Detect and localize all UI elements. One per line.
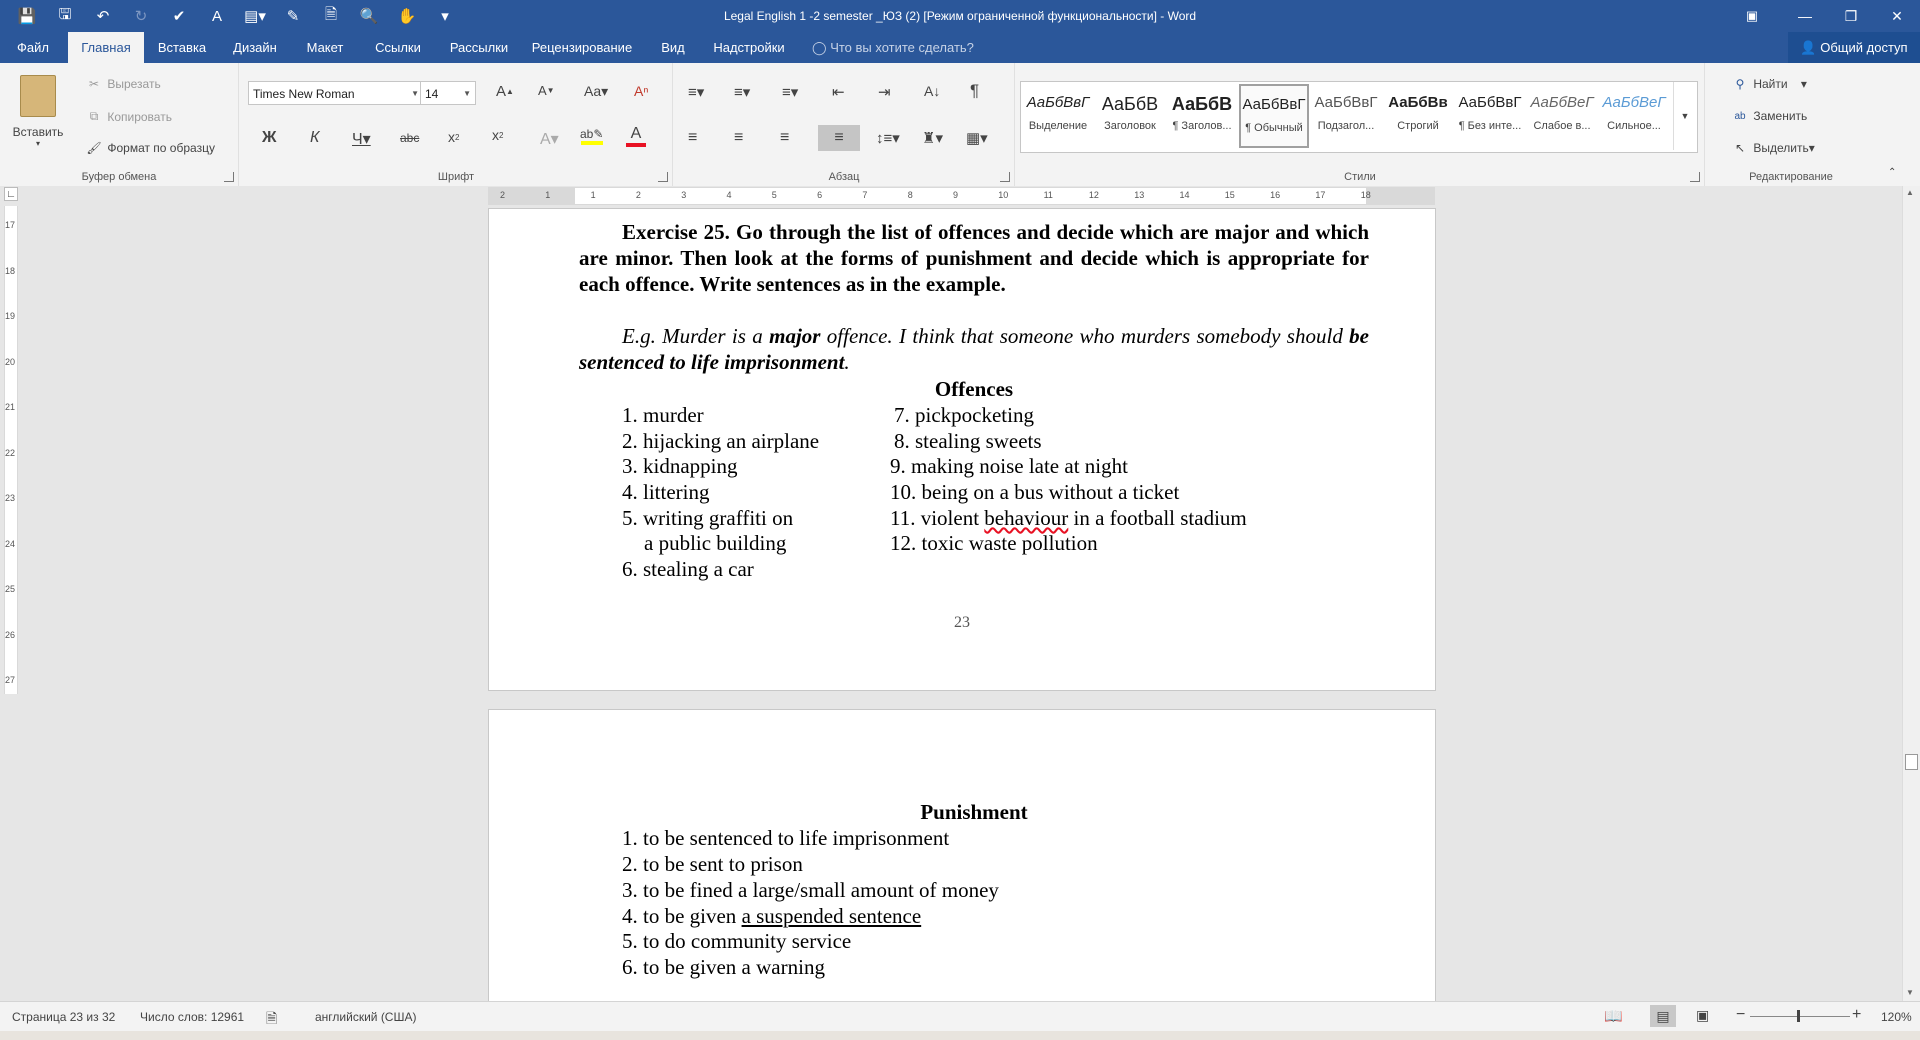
style-name: ¶ Заголов... <box>1172 120 1232 132</box>
collapse-ribbon-icon[interactable]: ⌃ <box>1888 167 1897 178</box>
copy-icon: ⧉ <box>89 109 99 123</box>
format-painter-button[interactable] <box>84 141 215 155</box>
ruler-number: 25 <box>5 584 16 594</box>
document-title: Legal English 1 -2 semester _ЮЗ (2) [Режим ограниченной функциональности] - Word <box>723 9 1197 23</box>
grow-font-icon[interactable]: A ▲ <box>496 83 514 100</box>
style-preview: АаБбВ <box>1101 94 1159 114</box>
editing-group <box>1716 63 1866 186</box>
page-number: 23 <box>954 614 970 631</box>
zoom-in-icon[interactable]: + <box>1852 1006 1862 1023</box>
styles-gallery <box>1020 81 1698 153</box>
find-label: Найти <box>1753 77 1788 91</box>
text-effects-icon[interactable]: A▾ <box>540 131 559 148</box>
font-color-qat-icon[interactable]: A <box>211 7 222 25</box>
style-heading[interactable] <box>1167 84 1237 148</box>
shading-icon[interactable]: ♜▾ <box>922 130 943 147</box>
style-intense-emphasis[interactable] <box>1599 84 1669 148</box>
style-name: Строгий <box>1397 120 1439 132</box>
ruler-number: 18 <box>1360 190 1371 200</box>
offence-5-continued: a public building <box>644 531 787 555</box>
bullets-icon[interactable]: ≡▾ <box>688 84 705 101</box>
increase-indent-icon[interactable]: ⇥ <box>878 84 891 101</box>
ruler-number: 1 <box>590 190 596 200</box>
quick-access-toolbar <box>10 0 462 32</box>
style-name: Подзагол... <box>1317 120 1375 132</box>
ruler-number: 17 <box>1315 190 1326 200</box>
cursor-icon: ↖ <box>1734 141 1746 155</box>
style-name: Слабое в... <box>1533 120 1591 132</box>
tab-home[interactable]: Главная <box>68 32 144 63</box>
tab-layout[interactable]: Макет <box>306 40 344 55</box>
select-button[interactable]: ↖ Выделить ▾ <box>1730 141 1815 155</box>
taskbar-strip <box>0 1031 1920 1040</box>
page-23[interactable] <box>488 208 1436 691</box>
customize-qat-icon[interactable]: ▾ <box>441 8 449 25</box>
bold-icon[interactable]: Ж <box>262 129 277 146</box>
borders-icon[interactable]: ▦▾ <box>966 130 988 147</box>
align-left-icon[interactable]: ≡ <box>688 129 698 146</box>
ruler-number: 23 <box>5 493 16 503</box>
web-layout-icon[interactable]: ▣ <box>1696 1007 1710 1023</box>
tab-mailings[interactable]: Рассылки <box>449 40 509 55</box>
ruler-number: 19 <box>5 311 16 321</box>
offence-7: 7. pickpocketing <box>894 403 1034 427</box>
ruler-number: 2 <box>635 190 641 200</box>
paragraph-group <box>674 63 1015 186</box>
person-icon: 👤 <box>1800 40 1817 55</box>
offence-12: 12. toxic waste pollution <box>890 531 1098 555</box>
ruler-number: 17 <box>5 220 16 230</box>
align-center-icon[interactable]: ≡ <box>734 129 744 146</box>
style-preview: АаБбВеГ <box>1530 94 1594 111</box>
title-bar <box>0 0 1920 32</box>
justify-icon[interactable]: ≡ <box>818 125 860 151</box>
font-size-value: 14 <box>425 87 439 101</box>
scissors-icon: ✂ <box>88 77 100 91</box>
search-icon: ⚲ <box>1735 77 1745 91</box>
tab-addins[interactable]: Надстройки <box>713 40 785 55</box>
zoom-slider-thumb[interactable] <box>1797 1010 1800 1022</box>
font-launcher-icon[interactable] <box>658 172 668 182</box>
tab-design[interactable]: Дизайн <box>233 40 277 55</box>
style-preview: АаБбВ <box>1171 94 1233 114</box>
clipboard-group <box>0 63 239 186</box>
exercise-heading: Exercise 25. Go through the list of offences and decide which are major and which are minor. Then look at the forms of punishment and decide which is appropriate for each offence. Write sentences as in the example. <box>579 220 1369 296</box>
replace-label: Заменить <box>1753 109 1808 123</box>
font-name-combo[interactable] <box>248 81 424 105</box>
style-name: Сильное... <box>1607 120 1661 132</box>
copy-label: Копировать <box>107 109 172 124</box>
paragraph-group-label: Абзац <box>828 171 860 183</box>
status-bar <box>0 1001 1920 1032</box>
style-emphasis[interactable] <box>1023 84 1093 148</box>
numbering-icon[interactable]: ≡▾ <box>734 84 751 101</box>
underline-icon[interactable]: Ч▾ <box>352 131 371 148</box>
ruler-number: 7 <box>862 190 868 200</box>
save-icon[interactable]: 💾 <box>17 8 37 25</box>
offence-8: 8. stealing sweets <box>894 429 1042 453</box>
ruler-number: 4 <box>726 190 732 200</box>
save-as-icon[interactable]: 🖫 <box>58 5 72 23</box>
style-preview: АаБбВв <box>1388 94 1448 111</box>
style-normal[interactable] <box>1239 84 1309 148</box>
style-no-spacing[interactable] <box>1455 84 1525 148</box>
close-button[interactable]: ✕ <box>1891 7 1903 24</box>
subscript-icon[interactable]: x 2 <box>448 129 460 145</box>
offence-1: 1. murder <box>622 403 704 427</box>
ruler-number: 27 <box>5 675 16 685</box>
ruler-number: 21 <box>5 402 16 412</box>
tab-view[interactable]: Вид <box>661 40 685 55</box>
restore-button[interactable]: ❐ <box>1844 7 1858 24</box>
ruler-number: 13 <box>1134 190 1145 200</box>
ruler-number: 24 <box>5 538 16 549</box>
print-preview-icon[interactable]: 🔍 <box>359 8 379 25</box>
change-case-icon[interactable]: Aa▾ <box>584 83 609 99</box>
ribbon-tabs <box>0 32 1920 63</box>
ruler-number: 15 <box>1224 190 1235 200</box>
paragraph-launcher-icon[interactable] <box>1000 172 1010 182</box>
italic-icon[interactable]: К <box>310 129 320 146</box>
read-mode-icon[interactable]: 📖 <box>1604 1008 1623 1025</box>
ruler-number: 18 <box>5 265 16 276</box>
horizontal-ruler[interactable] <box>488 187 1435 205</box>
style-title[interactable] <box>1095 84 1165 148</box>
language-indicator[interactable]: английский (США) <box>315 1010 417 1024</box>
ruler-number: 12 <box>1088 190 1099 200</box>
font-group-label: Шрифт <box>437 171 475 183</box>
tab-references[interactable]: Ссылки <box>375 40 421 55</box>
align-right-icon[interactable]: ≡ <box>780 129 790 146</box>
ruler-number: 9 <box>953 190 959 200</box>
style-preview: АаБбВвГ <box>1242 96 1306 113</box>
styles-launcher-icon[interactable] <box>1690 172 1700 182</box>
paste-label: Вставить <box>12 125 64 139</box>
cut-label: Вырезать <box>107 77 161 91</box>
chevron-down-icon: ▼ <box>411 89 419 98</box>
paste-button[interactable] <box>10 71 66 151</box>
punishment-title: Punishment <box>920 800 1028 824</box>
offence-10: 10. being on a bus without a ticket <box>890 480 1180 504</box>
editing-group-label: Редактирование <box>1749 171 1833 183</box>
page-counter[interactable]: Страница 23 из 32 <box>12 1010 116 1024</box>
select-label: Выделить <box>1753 141 1809 155</box>
zoom-out-icon[interactable]: − <box>1736 1006 1746 1023</box>
new-doc-icon[interactable]: 🗎 <box>324 5 338 23</box>
ruler-number: 3 <box>681 190 687 200</box>
clipboard-launcher-icon[interactable] <box>224 172 234 182</box>
undo-icon[interactable]: ↶ <box>96 8 110 25</box>
ruler-number: 11 <box>1043 190 1053 200</box>
paste-icon <box>20 75 56 117</box>
offences-title: Offences <box>934 377 1014 401</box>
pilcrow-icon[interactable]: ¶ <box>970 81 980 100</box>
ruler-number: 5 <box>771 190 777 200</box>
sort-icon[interactable]: A↓ <box>924 83 941 99</box>
example-sentence: E.g. Murder is a major offence. I think that someone who murders somebody should be sentenced to life imprisonment. <box>579 324 1369 374</box>
scroll-down-icon[interactable]: ▼ <box>1906 988 1914 997</box>
ruler-number: 22 <box>5 447 16 458</box>
style-strong[interactable] <box>1383 84 1453 148</box>
ruler-number: 8 <box>907 190 913 200</box>
offence-2: 2. hijacking an airplane <box>622 429 820 453</box>
decrease-indent-icon[interactable]: ⇤ <box>832 84 845 101</box>
spelling-icon[interactable]: ✔ <box>172 8 186 25</box>
font-size-combo[interactable] <box>420 81 476 105</box>
share-label: Общий доступ <box>1820 40 1908 55</box>
font-color-icon[interactable]: A <box>626 125 646 147</box>
replace-icon: ab <box>1734 110 1746 122</box>
scroll-thumb[interactable] <box>1905 754 1918 770</box>
offence-11: 11. violent behaviour in a football stadium <box>890 506 1247 530</box>
tab-insert[interactable]: Вставка <box>157 40 207 55</box>
tell-me-text: Что вы хотите сделать? <box>830 40 974 55</box>
vertical-ruler[interactable] <box>4 206 18 694</box>
multilevel-list-icon[interactable]: ≡▾ <box>782 84 799 101</box>
zoom-level[interactable]: 120% <box>1881 1010 1912 1024</box>
brush-icon: 🖌 <box>86 141 102 155</box>
lightbulb-icon: ◯ <box>812 40 827 55</box>
word-count[interactable]: Число слов: 12961 <box>140 1010 245 1024</box>
spelling-error-mark[interactable]: behaviour <box>984 506 1069 530</box>
ruler-number: 10 <box>998 190 1009 200</box>
touch-mode-icon[interactable]: ✋ <box>397 8 417 25</box>
style-name: ¶ Без инте... <box>1458 120 1522 132</box>
offence-3: 3. kidnapping <box>622 454 738 478</box>
punishment-6: 6. to be given a warning <box>622 955 825 979</box>
offence-4: 4. littering <box>622 480 710 504</box>
style-name: Выделение <box>1028 120 1088 132</box>
style-subtle-emphasis[interactable] <box>1527 84 1597 148</box>
punishment-3: 3. to be fined a large/small amount of money <box>622 878 999 902</box>
ribbon-home <box>0 63 1920 187</box>
highlight-icon[interactable]: ab✎ <box>580 127 603 145</box>
font-group <box>240 63 673 186</box>
ruler-number: 14 <box>1179 190 1190 200</box>
superscript-icon[interactable]: x 2 <box>492 127 504 143</box>
minimize-button[interactable]: — <box>1798 8 1812 24</box>
share-button[interactable] <box>1788 32 1920 63</box>
copy-button[interactable] <box>84 109 172 124</box>
ruler-number: 26 <box>5 629 16 640</box>
tab-file[interactable]: Файл <box>17 40 49 55</box>
redo-icon[interactable]: ↻ <box>134 8 148 25</box>
edit-doc-icon[interactable]: ✎ <box>286 8 300 25</box>
ruler-number: 16 <box>1270 190 1281 200</box>
style-preview: АаБбВвГ <box>1314 94 1378 111</box>
shrink-font-icon[interactable]: A ▼ <box>538 83 555 98</box>
punishment-5: 5. to do community service <box>622 929 852 953</box>
strikethrough-icon[interactable]: abc <box>400 131 420 145</box>
ruler-number: 2 <box>500 190 506 200</box>
cut-button[interactable] <box>84 77 161 91</box>
offence-6: 6. stealing a car <box>622 557 754 581</box>
ruler-number: 1 <box>545 190 551 200</box>
style-preview: АаБбВвГ <box>1026 94 1090 111</box>
form-icon[interactable]: ▤▾ <box>244 8 266 25</box>
chevron-down-icon: ▼ <box>463 89 471 98</box>
underlined-phrase: a suspended sentence <box>741 904 922 928</box>
vertical-scrollbar[interactable] <box>1902 186 1920 1001</box>
ribbon-display-options-icon[interactable]: ▣ <box>1745 8 1759 23</box>
line-spacing-icon[interactable]: ↕≡▾ <box>876 130 900 147</box>
page-24[interactable] <box>488 709 1436 1019</box>
punishment-2: 2. to be sent to prison <box>622 852 803 876</box>
punishment-4: 4. to be given a suspended sentence <box>622 904 922 928</box>
proofing-icon[interactable]: 🗎 <box>266 1010 278 1026</box>
zoom-slider-track[interactable] <box>1750 1016 1850 1017</box>
clipboard-group-label: Буфер обмена <box>81 171 157 183</box>
replace-button[interactable] <box>1730 109 1807 123</box>
style-preview: АаБбВвГ <box>1458 94 1522 111</box>
font-name-value: Times New Roman <box>253 87 355 101</box>
style-name: ¶ Обычный <box>1245 122 1303 134</box>
find-button[interactable]: ⚲ Найти ▾ <box>1730 77 1807 91</box>
clear-formatting-icon[interactable]: Aⁿ <box>634 83 649 99</box>
ruler-number: 6 <box>817 190 823 200</box>
punishment-1: 1. to be sentenced to life imprisonment <box>622 826 950 850</box>
offence-9: 9. making noise late at night <box>890 454 1128 478</box>
style-preview: АаБбВеГ <box>1602 94 1666 111</box>
ruler-number: 20 <box>5 356 16 367</box>
offence-5: 5. writing graffiti on <box>622 506 794 530</box>
scroll-up-icon[interactable]: ▲ <box>1906 188 1914 197</box>
paste-dropdown-icon: ▾ <box>35 139 40 148</box>
styles-more-icon[interactable]: ▼ <box>1673 82 1696 150</box>
print-layout-icon[interactable]: ▤ <box>1650 1005 1676 1027</box>
tab-selector-icon[interactable]: ∟ <box>4 187 18 201</box>
format-painter-label: Формат по образцу <box>107 141 215 155</box>
styles-group-label: Стили <box>1344 171 1376 183</box>
style-name: Заголовок <box>1104 120 1156 132</box>
tell-me-box[interactable] <box>812 32 974 63</box>
tab-review[interactable]: Рецензирование <box>531 40 633 55</box>
style-subtitle[interactable] <box>1311 84 1381 148</box>
